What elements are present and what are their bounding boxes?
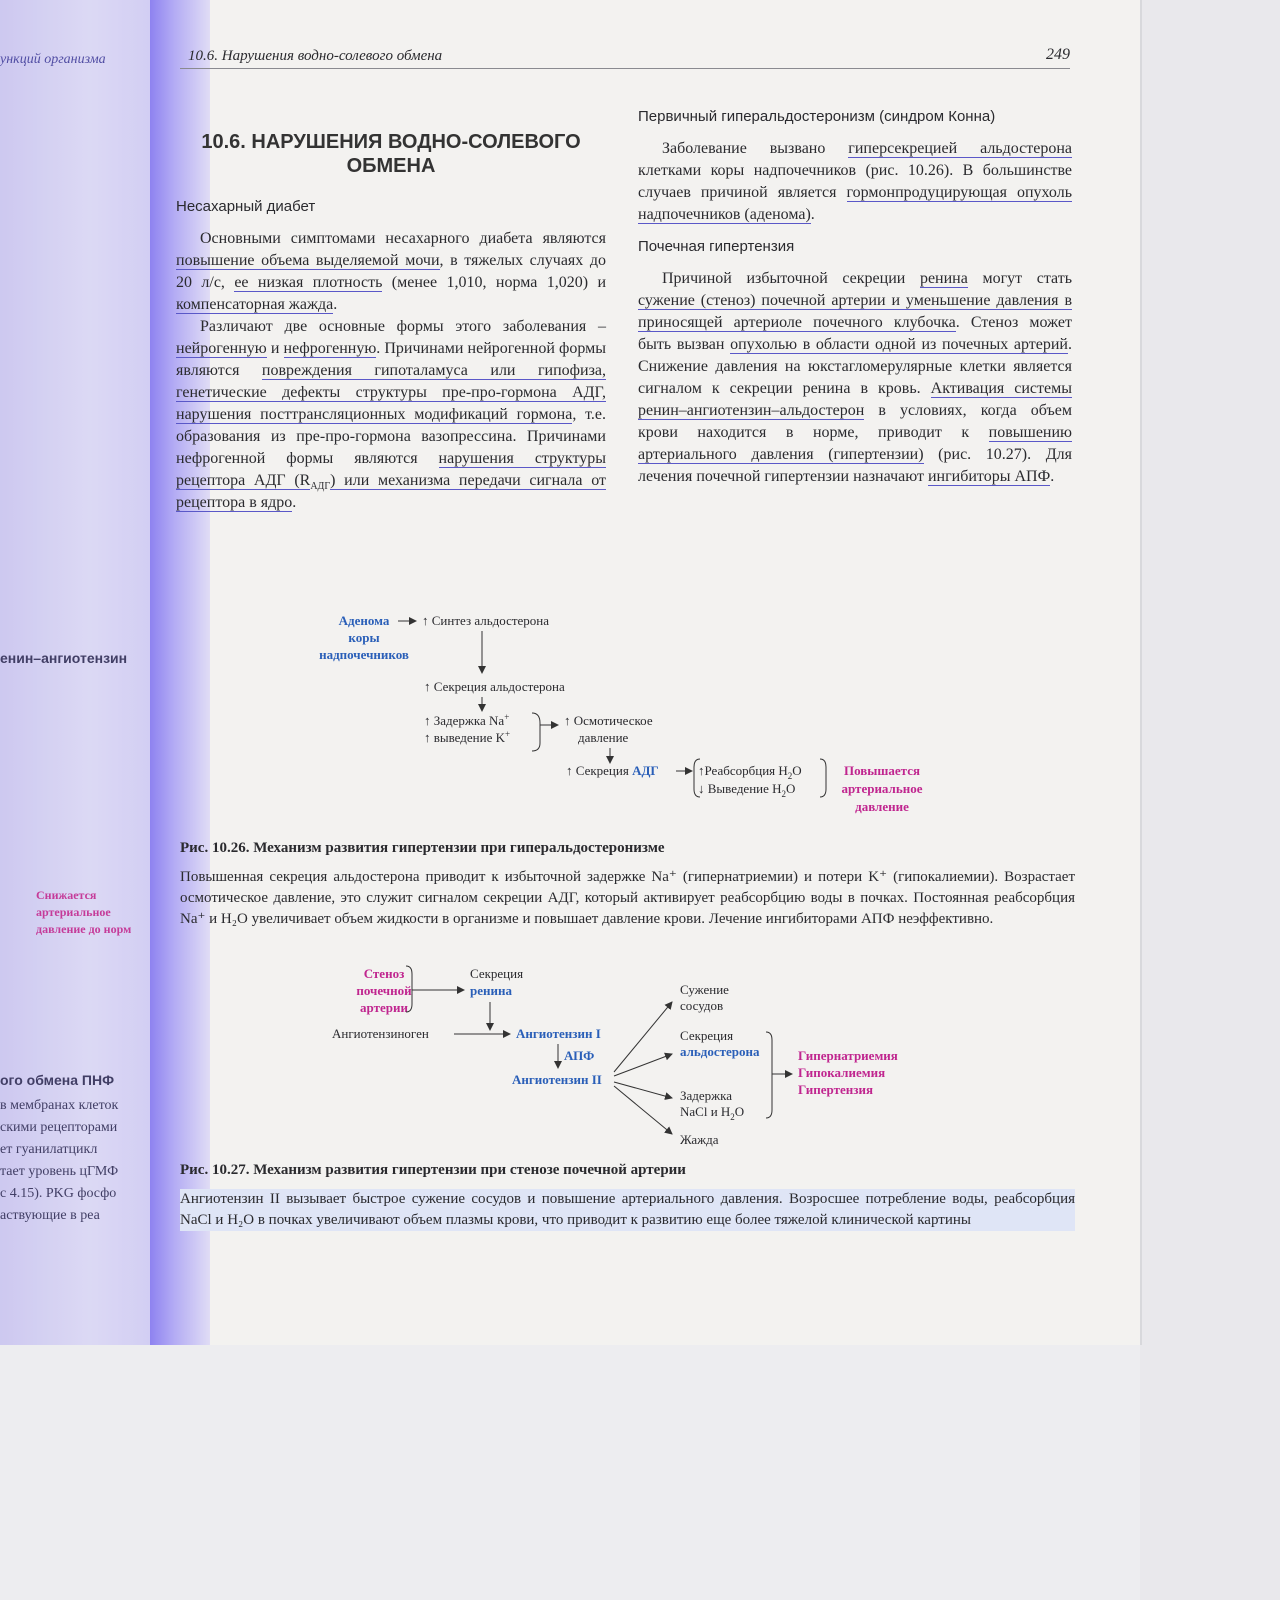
subscript: 2 (730, 1112, 735, 1122)
underlined-text: компенсаторная жажда (176, 296, 334, 313)
node-adenoma-line2: коры (348, 630, 380, 645)
node-adh-label: АДГ (632, 763, 659, 778)
node-angiotensin-1: Ангиотензин I (516, 1026, 601, 1041)
left-page-fragment: артериальное (36, 905, 111, 919)
scan-background (0, 1345, 1140, 1600)
node-result-hypernatremia: Гипернатриемия (798, 1048, 898, 1063)
figure-10-26-caption-title: Рис. 10.26. Механизм развития гипертензии при гиперальдостеронизме (180, 840, 665, 856)
underlined-text: нарушения структуры рецептора АДГ (R (176, 450, 606, 489)
text-run: O (786, 781, 796, 796)
left-page-fragment: давление до норм (36, 922, 132, 936)
text-run: могут стать (967, 270, 1073, 287)
text-run: , в тяжелых случаях до 20 л/с, (176, 252, 607, 291)
figure-10-27-caption-title: Рис. 10.27. Механизм развития гипертензии при стенозе почечной артерии (180, 1162, 686, 1178)
text-run: . Причинами нейрогенной формы являются (176, 340, 606, 379)
node-na-text: ↑ Задержка Na (424, 713, 505, 728)
node-nacl-line1: Задержка (680, 1088, 733, 1103)
subheading-conn: Первичный гиперальдостеронизм (синдром Конна) (638, 108, 996, 125)
superscript: + (504, 712, 510, 722)
underlined-text: ренина (919, 270, 968, 287)
text-run: . (810, 206, 815, 223)
paragraph-forms (176, 316, 606, 514)
text-run: . (1050, 468, 1055, 485)
text-run: Заболевание вызвано (662, 140, 849, 157)
text-run: и (266, 340, 284, 357)
node-excr-text: ↓ Выведение H (698, 781, 782, 796)
node-result-hypertension: Гипертензия (798, 1082, 873, 1097)
subscript: 2 (781, 789, 787, 799)
node-stenosis-line1: Стеноз (363, 966, 405, 981)
underlined-text: нефрогенную (283, 340, 377, 357)
figure-10-27-caption (180, 1160, 1075, 1231)
underlined-text: ) или механизма передачи сигнала от рецептора в ядро (176, 472, 606, 511)
text-run: . (333, 296, 338, 313)
text-run: O (734, 1104, 745, 1119)
node-reabsorption (698, 763, 802, 781)
underlined-text: повреждения гипоталамуса или гипофиза, генетические дефекты структуры пре-про-гормона АДГ, нарушения посттрансляционных модификаций гормона (176, 362, 607, 423)
text-run: . Стеноз может быть вызван (638, 314, 1072, 353)
left-page-fragment: с 4.15). PKG фосфо (0, 1186, 117, 1201)
node-na (424, 712, 509, 728)
left-page-fragment: енин–ангиотензин (0, 650, 128, 666)
figure-10-26-svg (300, 605, 1020, 830)
text-run: . (292, 494, 297, 511)
node-reabs-text: ↑Реабсорбция H (698, 763, 788, 778)
underlined-text: Активация системы ренин–ангиотензин–альдостерон (638, 380, 1072, 419)
node-adh-prefix: ↑ Секреция (566, 763, 633, 778)
node-adh (566, 763, 659, 778)
left-page-fragment: ет гуанилатцикл (0, 1142, 98, 1157)
node-vasoconstriction-line1: Сужение (680, 982, 729, 997)
superscript: + (505, 729, 511, 739)
node-excretion (698, 781, 795, 799)
figure-10-26-caption-body: Повышенная секреция альдостерона приводит к избыточной задержке Na⁺ (гипернатриемии) и потери K⁺ (гипокалиемии). Возрастает осмотическое давление, это служит сигналом секреции АДГ, который активирует реабсорбцию воды в почках. Постоянная реабсорбция Na⁺ и H₂O увеличивает объем жидкости в организме и повышает давление крови. Лечение ингибиторами АПФ неэффективно. (180, 869, 1075, 927)
paragraph-renal (638, 268, 1072, 488)
text-run: . Снижение давления на юкстагломерулярные клетки является сигналом к секреции ренина в кровь. (638, 336, 1072, 397)
section-heading: 10.6. НАРУШЕНИЯ ВОДНО-СОЛЕВОГО ОБМЕНА (201, 131, 581, 177)
node-k (424, 729, 510, 745)
underlined-text: ее низкая плотность (234, 274, 383, 291)
subscript: 2 (787, 771, 793, 781)
node-adenoma-line3: надпочечников (319, 647, 409, 662)
left-page-edge (0, 0, 150, 1345)
text-run: O (792, 763, 802, 778)
node-result-hypokalemia: Гипокалиемия (798, 1065, 886, 1080)
arrow (614, 1054, 672, 1076)
text-run: Основными симптомами несахарного диабета являются (200, 230, 606, 247)
subheading-diabetes: Несахарный диабет (176, 198, 316, 215)
node-nacl-text: NaCl и H (680, 1104, 731, 1119)
left-column (176, 130, 606, 514)
bracket (532, 713, 540, 751)
text-run: (рис. 10.27). Для лечения почечной гипертензии назначают (638, 446, 1072, 485)
text-run: (менее 1,010, норма 1,020) и (382, 274, 607, 291)
running-header-title: 10.6. Нарушения водно-солевого обмена (188, 48, 443, 64)
figure-10-27-svg (320, 958, 960, 1158)
underlined-text: гормонпродуцирующая опухоль надпочечников (аденома) (638, 184, 1073, 223)
left-page-fragment: аствующие в реа (0, 1208, 100, 1223)
node-synthesis: ↑ Синтез альдостерона (422, 613, 550, 628)
node-osmotic-line1: ↑ Осмотическое (564, 713, 653, 728)
underlined-text: сужение (стеноз) почечной артерии и уменьшение давления в приносящей артериоле почечного клубочка (638, 292, 1072, 331)
node-adenoma-line1: Аденома (338, 613, 390, 628)
node-renin-line1: Секреция (470, 966, 524, 981)
node-bp-line1: Повышается (843, 763, 921, 778)
node-vasoconstriction-line2: сосудов (680, 998, 724, 1013)
underlined-text: ингибиторы АПФ (927, 468, 1051, 485)
paragraph-symptoms (176, 228, 606, 316)
node-angiotensin-2: Ангиотензин II (512, 1072, 602, 1087)
figure-10-26-diagram (300, 605, 1020, 830)
subscript: АДГ (310, 481, 331, 493)
figure-10-27-caption-body: Ангиотензин II вызывает быстрое сужение сосудов и повышение артериального давления. Возросшее потребление воды, реабсорбция NaCl и H₂O в почках увеличивают объем плазмы крови, что приводит к развитию еще более тяжелой клинической картины (180, 1189, 1075, 1231)
node-aldosterone-line2: альдостерона (680, 1044, 760, 1059)
node-ace: АПФ (564, 1048, 595, 1063)
subheading-renal: Почечная гипертензия (638, 238, 795, 255)
node-k-text: ↑ выведение K (424, 730, 505, 745)
text-run: Различают две основные формы этого заболевания – (200, 318, 606, 335)
text-run: , т.е. образования из пре-про-гормона вазопрессина. Причинами нефрогенной формы являются (176, 406, 606, 467)
running-header (180, 46, 1070, 69)
bracket (766, 1032, 772, 1118)
node-renin-line2: ренина (470, 983, 512, 998)
text-run: в условиях, когда объем крови находится в норме, приводит к (638, 402, 1072, 441)
underlined-text: нейрогенную (176, 340, 267, 357)
node-bp-line3: давление (855, 799, 909, 814)
node-osmotic-line2: давление (578, 730, 629, 745)
figure-10-26-caption (180, 838, 1075, 930)
figure-10-27-diagram (320, 958, 1040, 1158)
node-aldosterone-line1: Секреция (680, 1028, 734, 1043)
underlined-text: гиперсекрецией альдостерона (848, 140, 1072, 157)
underlined-text: повышению артериального давления (гипертензии) (638, 424, 1072, 463)
node-secretion: ↑ Секреция альдостерона (424, 679, 565, 694)
page-number: 249 (1046, 46, 1070, 63)
node-bp-line2: артериальное (841, 781, 923, 796)
node-thirst: Жажда (680, 1132, 719, 1147)
node-stenosis-line2: почечной (356, 983, 412, 998)
text-run: клетками коры надпочечников (рис. 10.26). В большинстве случаев причиной является (638, 162, 1072, 201)
left-page-fragment: ого обмена ПНФ (0, 1072, 115, 1088)
left-page-fragment: скими рецепторами (0, 1120, 118, 1135)
text-run: Причиной избыточной секреции (662, 270, 920, 287)
arrow (614, 1002, 672, 1072)
left-page-fragment: тает уровень цГМФ (0, 1164, 119, 1179)
bracket (820, 759, 826, 797)
paragraph-conn (638, 138, 1072, 226)
node-stenosis-line3: артерии (360, 1000, 408, 1015)
underlined-text: опухолью в области одной из почечных артерий (730, 336, 1068, 353)
node-nacl-line2 (680, 1104, 744, 1122)
arrow (614, 1082, 672, 1098)
left-page-fragment: в мембранах клеток (0, 1098, 119, 1113)
underlined-text: повышение объема выделяемой мочи (176, 252, 440, 269)
right-column (638, 106, 1072, 488)
left-page-fragment: Снижается (36, 888, 97, 902)
node-angiotensinogen: Ангиотензиноген (332, 1026, 429, 1041)
left-page-header-fragment: ункций организма (0, 52, 106, 67)
arrow (614, 1086, 672, 1134)
